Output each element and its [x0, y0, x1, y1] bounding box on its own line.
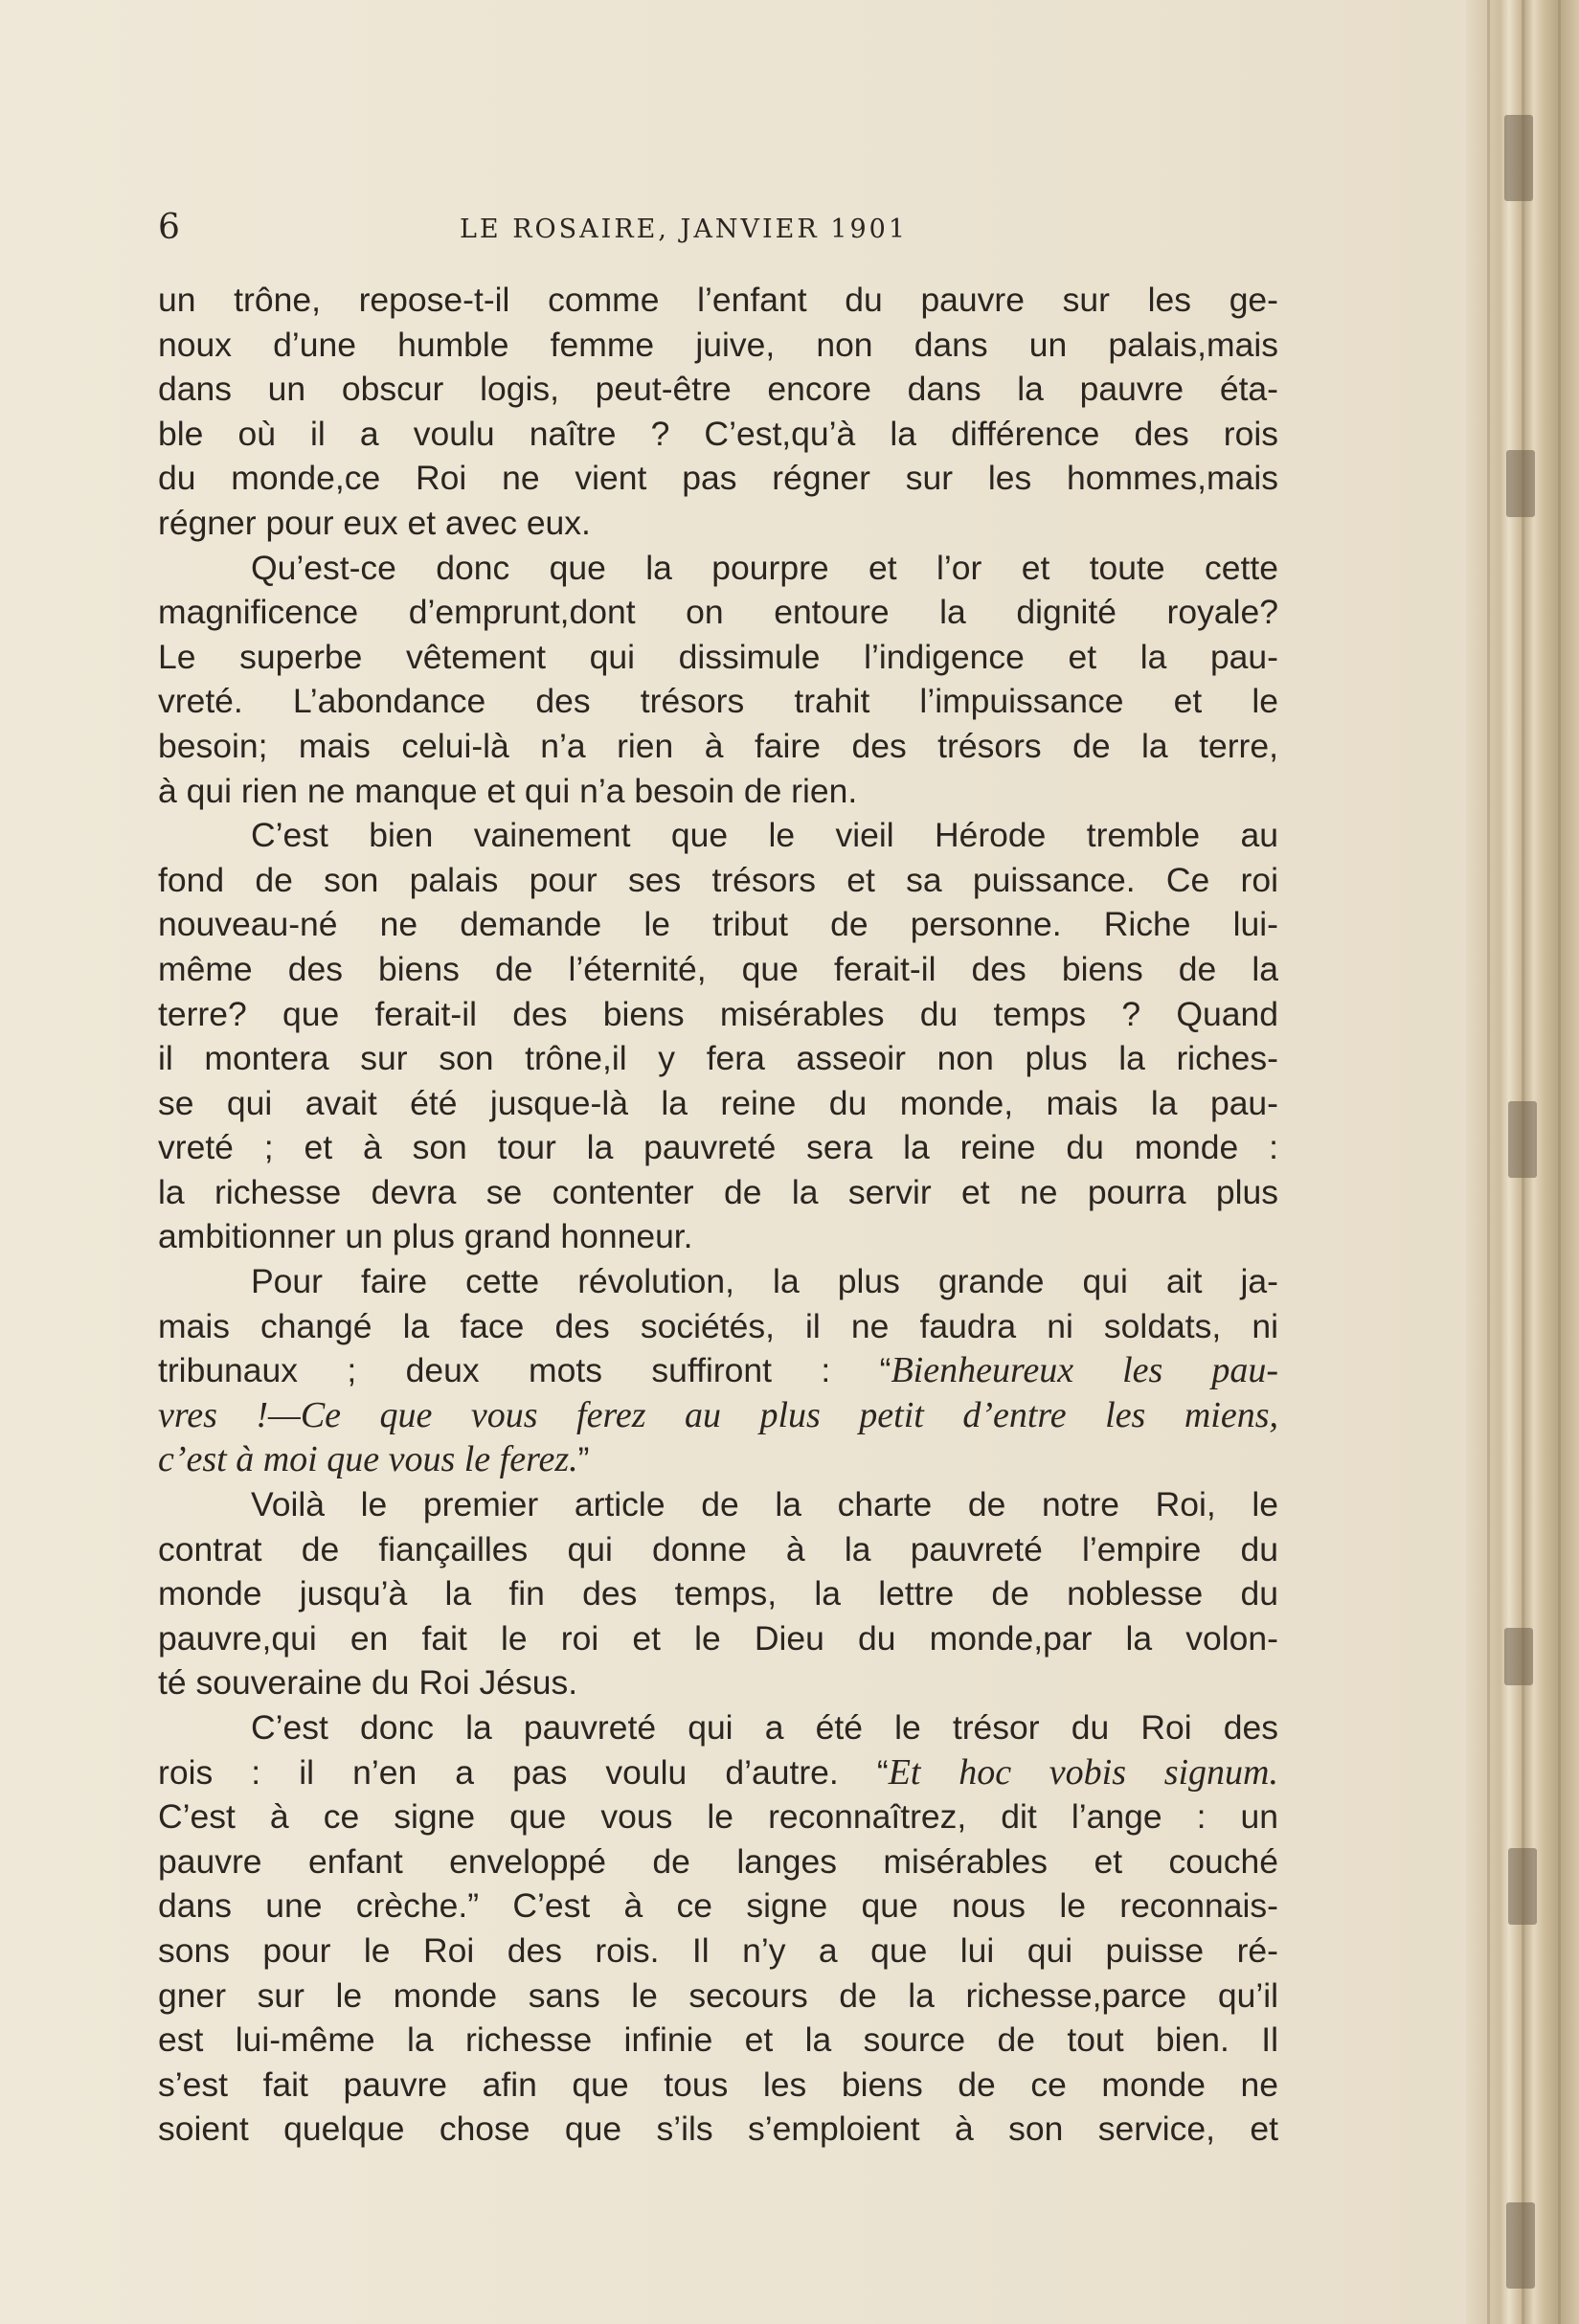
text-line: C’est donc la pauvreté qui a été le trésor du Roi des	[251, 1708, 1278, 1747]
text-line: noux d’une humble femme juive, non dans un palais,mais	[158, 325, 1278, 364]
text-line: C’est bien vainement que le vieil Hérode tremble au	[251, 816, 1278, 855]
text-line	[158, 1393, 1278, 1438]
text-line: gner sur le monde sans le secours de la richesse,parce qu’il	[158, 1975, 1278, 2015]
text-line: s’est fait pauvre afin que tous les biens de ce monde ne	[158, 2065, 1278, 2104]
text-line: est lui-même la richesse infinie et la source de tout bien. Il	[158, 2020, 1278, 2060]
text-line: besoin; mais celui-là n’a rien à faire des trésors de la terre,	[158, 726, 1278, 765]
text-line: nouveau-né ne demande le tribut de personne. Riche lui-	[158, 905, 1278, 944]
text-line: Voilà le premier article de la charte de notre Roi, le	[251, 1485, 1278, 1524]
running-title: LE ROSAIRE, JANVIER 1901	[460, 214, 908, 244]
running-header	[158, 209, 1278, 247]
text-line: Qu’est-ce donc que la pourpre et l’or et toute cette	[251, 548, 1278, 587]
text-line: régner pour eux et avec eux.	[158, 503, 591, 542]
book-binding-edge	[1466, 0, 1579, 2324]
text-line: c’est à moi que vous le ferez.”	[158, 1439, 590, 1480]
italic-quote: Bienheureux les pau-	[891, 1350, 1278, 1391]
text-line: du monde,ce Roi ne vient pas régner sur les hommes,mais	[158, 459, 1278, 498]
body-text	[158, 278, 1278, 2152]
text-line: ambitionner un plus grand honneur.	[158, 1217, 693, 1256]
text-line: terre? que ferait-il des biens misérables du temps ? Quand	[158, 994, 1278, 1033]
text-line: à qui rien ne manque et qui n’a besoin de rien.	[158, 771, 858, 810]
text-line: vreté ; et à son tour la pauvreté sera la reine du monde :	[158, 1128, 1278, 1167]
text-line: mais changé la face des sociétés, il ne faudra ni soldats, ni	[158, 1306, 1278, 1345]
text-line: té souveraine du Roi Jésus.	[158, 1663, 578, 1703]
italic-quote: Et hoc vobis signum.	[888, 1751, 1278, 1793]
page-number: 6	[158, 208, 180, 247]
text-line: tribunaux ; deux mots suffiront : “Bienheureux les pau-	[158, 1350, 1278, 1391]
text-line: vreté. L’abondance des trésors trahit l’impuissance et le	[158, 682, 1278, 721]
italic-quote: vres !—Ce que vous ferez au plus petit d’entre les miens,	[158, 1394, 1278, 1435]
text-line: monde jusqu’à la fin des temps, la lettre de noblesse du	[158, 1574, 1278, 1613]
text-line: magnificence d’emprunt,dont on entoure la dignité royale?	[158, 593, 1278, 632]
italic-quote: c’est à moi que vous le ferez.	[158, 1439, 578, 1480]
text-line: ble où il a voulu naître ? C’est,qu’à la différence des rois	[158, 414, 1278, 453]
text-line: un trône, repose-t-il comme l’enfant du pauvre sur les ge-	[158, 281, 1278, 319]
text-line: la richesse devra se contenter de la servir et ne pourra plus	[158, 1172, 1278, 1211]
text-line: même des biens de l’éternité, que ferait-il des biens de la	[158, 949, 1278, 988]
text-line: C’est à ce signe que vous le reconnaîtrez, dit l’ange : un	[158, 1797, 1278, 1837]
text-line: il montera sur son trône,il y fera asseoir non plus la riches-	[158, 1039, 1278, 1078]
text-line: sons pour le Roi des rois. Il n’y a que lui qui puisse ré-	[158, 1930, 1278, 1970]
text-line: soient quelque chose que s’ils s’emploient à son service, et	[158, 2110, 1278, 2149]
text-line: dans un obscur logis, peut-être encore dans la pauvre éta-	[158, 370, 1278, 409]
text-line: se qui avait été jusque-là la reine du monde, mais la pau-	[158, 1083, 1278, 1122]
text-line: Le superbe vêtement qui dissimule l’indigence et la pau-	[158, 637, 1278, 676]
text-line: pauvre,qui en fait le roi et le Dieu du monde,par la volon-	[158, 1618, 1278, 1658]
text-line: contrat de fiançailles qui donne à la pauvreté l’empire du	[158, 1529, 1278, 1568]
text-line: pauvre enfant enveloppé de langes misérables et couché	[158, 1841, 1278, 1881]
text-line: Pour faire cette révolution, la plus grande qui ait ja-	[251, 1262, 1278, 1301]
text-line: rois : il n’en a pas voulu d’autre. “Et hoc vobis signum.	[158, 1751, 1278, 1793]
text-line: fond de son palais pour ses trésors et sa puissance. Ce roi	[158, 860, 1278, 899]
text-line: dans une crèche.” C’est à ce signe que nous le reconnais-	[158, 1886, 1278, 1926]
